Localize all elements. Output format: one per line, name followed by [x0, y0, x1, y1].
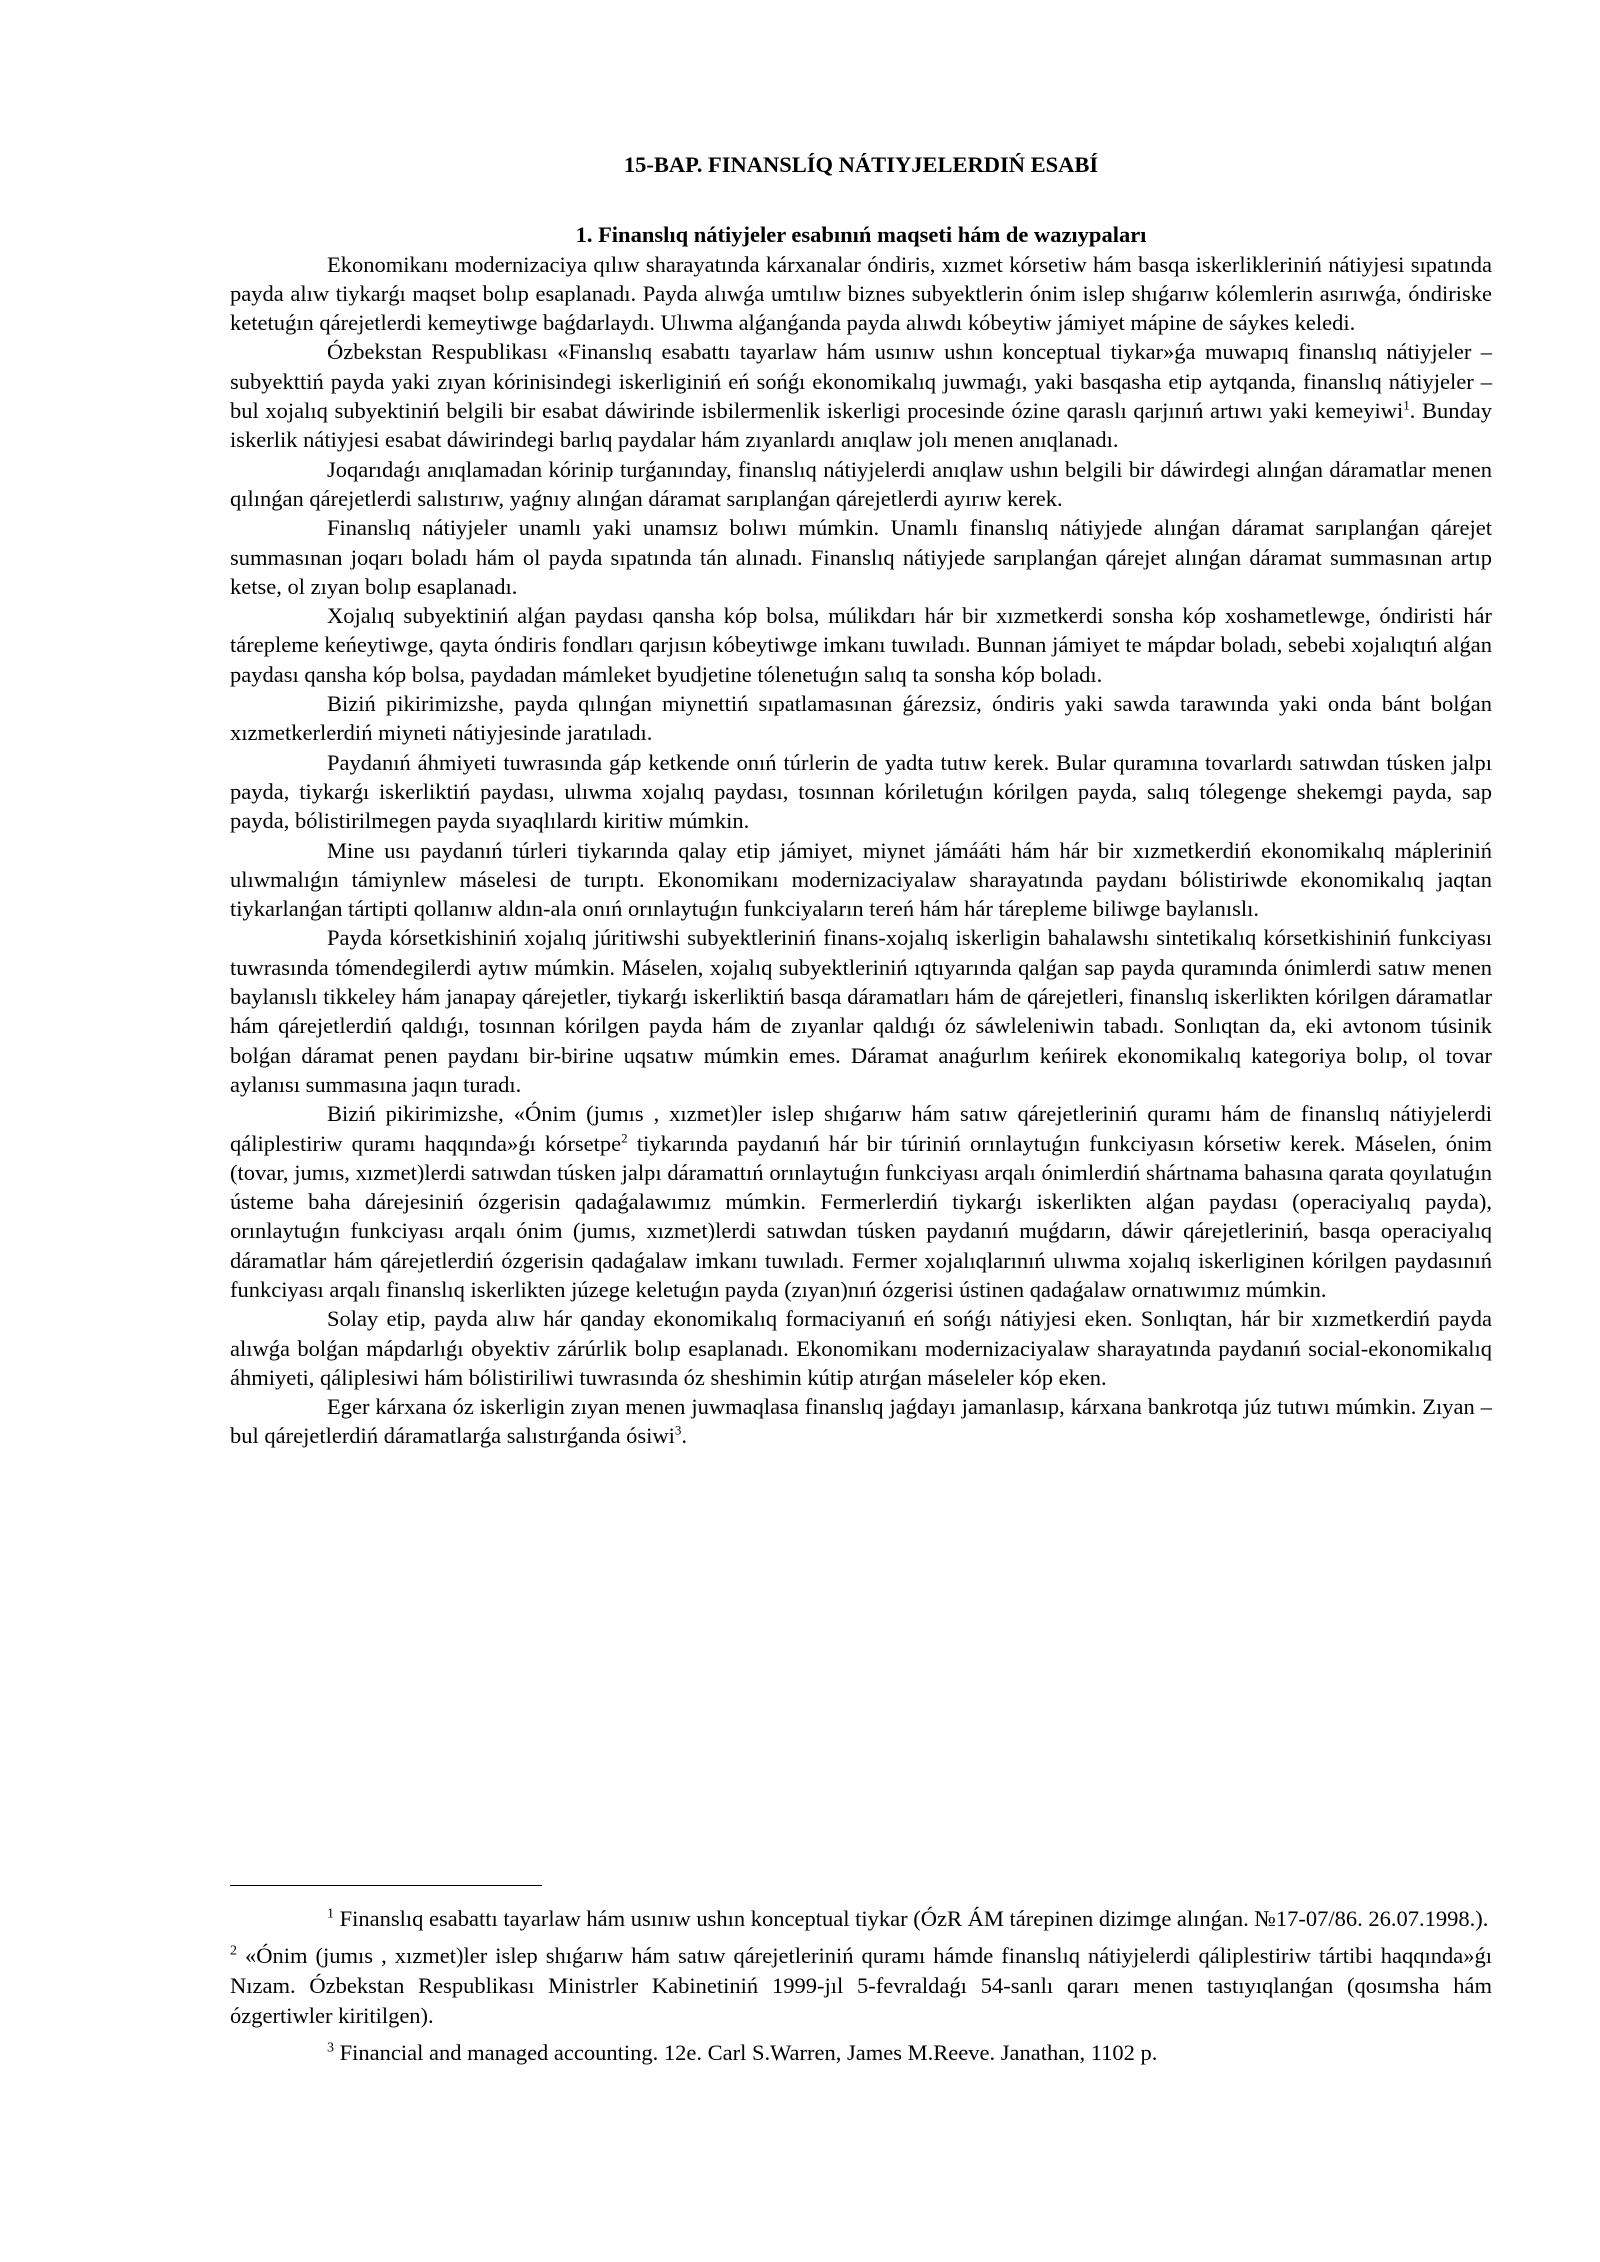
paragraph: Biziń pikirimizshe, payda qılınǵan miynettiń sıpatlamasınan ǵárezsiz, óndiris yaki sawda tarawında yaki onda bánt bolǵan xızmetkerlerdiń miyneti nátiyjesinde jaratıladı. — [230, 691, 1492, 746]
paragraph: Biziń pikirimizshe, «Ónim (jumıs , xızmet)ler islep shıǵarıw hám satıw qárejetleriniń quramı hám de finanslıq nátiyjelerdi qáliplestiriw quramı haqqında»ǵı kórsetpe$^2$ tiykarında paydanıń hár bir túriniń orınlaytuǵın funkciyasın kórsetiw kerek. Máselen, ónim (tovar, jumıs, xızmet)lerdi satıwdan túsken jalpı dáramattıń orınlaytuǵın funkciyası arqalı ónimlerdiń shártnama bahasına qarata qoyılatuǵın ústeme baha dárejesiniń ózgerisin qadaǵalawımız múmkin. Fermerlerdiń tiykarǵı iskerlikten alǵan paydası (operaciyalıq payda), orınlaytuǵın funkciyası arqalı ónim (jumıs, xızmet)lerdi satıwdan túsken paydanıń muǵdarın, dáwir qárejetleriniń, basqa operaciyalıq dáramatlar hám qárejetlerdiń ózgerisin qadaǵalaw imkanı tuwıladı. Fermer xojalıqlarınıń ulıwma xojalıq iskerliginen kórilgen paydasınıń funkciyası arqalı finanslıq iskerlikten júzege keletuǵın payda (zıyan)nıń ózgerisi ústinen qadaǵalaw ornatıwımız múmkin. — [230, 1101, 1492, 1302]
document-page — [230, 150, 1492, 1451]
paragraph: Mine usı paydanıń túrleri tiykarında qalay etip jámiyet, miynet jámááti hám hár bir xızmetkerdiń ekonomikalıq mápleriniń ulıwmalıǵın támiynlew máselesi de turıptı. Ekonomikanı modernizaciyalaw sharayatında paydanı bólistiriwde ekonomikalıq jaqtan tiykarlanǵan tártipti qollanıw aldın-ala onıń orınlaytuǵın funkciyaların tereń hám hár tárepleme biliwge baylanıslı. — [230, 837, 1492, 922]
footnote-ref: 1 — [1403, 397, 1410, 413]
paragraph: Ózbekstan Respublikası «Finanslıq esabattı tayarlaw hám usınıw ushın konceptual tiykar»ǵa muwapıq finanslıq nátiyjeler – subyekttiń payda yaki zıyan kórinisindegi iskerliginiń eń sońǵı ekonomikalıq juwmaǵı, yaki basqasha etip aytqanda, finanslıq nátiyjeler – bul xojalıq subyektiniń belgili bir esabat dáwirinde isbilermenlik iskerligi procesinde ózine qaraslı qarjınıń artıwı yaki kemeyiwi$^1$. Bunday iskerlik nátiyjesi esabat dáwirindegi barlıq paydalar hám zıyanlardı anıqlaw jolı menen anıqlanadı. — [230, 339, 1493, 453]
footnote-ref: 3 — [674, 1422, 682, 1438]
paragraph: Eger kárxana óz iskerligin zıyan menen juwmaqlasa finanslıq jaǵdayı jamanlasıp, kárxana bankrotqa júz tutıwı múmkin. Zıyan – bul qárejetlerdiń dáramatlarǵa salıstırǵanda ósiwi$^3$. — [230, 1394, 1492, 1449]
paragraph: Paydanıń áhmiyeti tuwrasında gáp ketkende onıń túrlerin de yadta tutıw kerek. Bular quramına tovarlardı satıwdan túsken jalpı payda, tiykarǵı iskerliktiń paydası, ulıwma xojalıq paydası, tosınnan kóriletuǵın kórilgen payda, salıq tólegenge shekemgi payda, sap payda, bólistirilmegen payda sıyaqlılardı kiritiw múmkin. — [230, 749, 1492, 834]
footnote-ref: 2 — [621, 1130, 628, 1145]
footnotes — [230, 1885, 1492, 2075]
paragraph: Payda kórsetkishiniń xojalıq júritiwshi subyektleriniń finans-xojalıq iskerligin bahalawshı sintetikalıq kórsetkishiniń funkciyası tuwrasında tómendegilerdi aytıw múmkin. Máselen, xojalıq subyektleriniń ıqtıyarında qalǵan sap payda quramında ónimlerdi satıw menen baylanıslı tikkeley hám janapay qárejetler, tiykarǵı iskerliktiń basqa dáramatları hám de qárejetleri, finanslıq iskerlikten kórilgen dáramatlar hám qárejetlerdiń qaldıǵı, tosınnan kórilgen payda hám de zıyanlar qaldıǵı óz sáwleleniwin tabadı. Sonlıqtan da, eki avtonom túsinik bolǵan dáramat penen paydanı bir-birine uqsatıw múmkin emes. Dáramat anaǵurlım keńirek ekonomikalıq kategoriya bolıp, ol tovar aylanısı summasına jaqın turadı. — [230, 925, 1492, 1097]
footnote-separator — [230, 1885, 542, 1886]
paragraph: Xojalıq subyektiniń alǵan paydası qansha kóp bolsa, múlikdarı hár bir xızmetkerdi sonsha kóp xoshametlewge, óndiristi hár tárepleme keńeytiwge, qayta óndiris fondları qarjısın kóbeytiwge imkanı tuwıladı. Bunnan jámiyet te mápdar boladı, sebebi xojalıqtıń alǵan paydası qansha kóp bolsa, paydadan mámleket byudjetine tólenetuǵın salıq ta sonsha kóp boladı. — [230, 603, 1492, 687]
footnote: $^1$ Finanslıq esabattı tayarlaw hám usınıw ushın konceptual tiykar (ÓzR ÁM tárepinen dizimge alınǵan. №17-07/86. 26.07.1998.). — [327, 1906, 1489, 1931]
footnote: $^3$ Financial and managed accounting. 12e. Carl S.Warren, James M.Reeve. Janathan, 1102 p. — [327, 2040, 1158, 2065]
paragraph: Joqarıdaǵı anıqlamadan kórinip turǵanınday, finanslıq nátiyjelerdi anıqlaw ushın belgili bir dáwirdegi alınǵan dáramatlar menen qılınǵan qárejetlerdi salıstırıw, yaǵnıy alınǵan dáramat sarıplanǵan qárejetlerdi ayırıw kerek. — [230, 456, 1492, 511]
paragraph: Solay etip, payda alıw hár qanday ekonomikalıq formaciyanıń eń sońǵı nátiyjesi eken. Sonlıqtan, hár bir xızmetkerdiń payda alıwǵa bolǵan mápdarlıǵı obyektiv zárúrlik bolıp esaplanadı. Ekonomikanı modernizaciyalaw sharayatında paydanıń social-ekonomikalıq áhmiyeti, qáliplesiwi hám bólistiriliwi tuwrasında óz sheshimin kútip atırǵan máseleler kóp eken. — [230, 1306, 1492, 1390]
paragraph: Finanslıq nátiyjeler unamlı yaki unamsız bolıwı múmkin. Unamlı finanslıq nátiyjede alınǵan dáramat sarıplanǵan qárejet summasınan joqarı boladı hám ol payda sıpatında tán alınadı. Finanslıq nátiyjede sarıplanǵan qárejet alınǵan dáramat summasınan artıp ketse, ol zıyan bolıp esaplanadı. — [230, 515, 1492, 599]
paragraph: Ekonomikanı modernizaciya qılıw sharayatında kárxanalar óndiris, xızmet kórsetiw hám basqa iskerlikleriniń nátiyjesi sıpatında payda alıw tiykarǵı maqset bolıp esaplanadı. Payda alıwǵa umtılıw biznes subyektlerin ónim islep shıǵarıw kólemlerin asırıwǵa, óndiriske ketetuǵın qárejetlerdi kemeytiwge baǵdarlaydı. Ulıwma alǵanǵanda payda alıwdı kóbeytiw jámiyet mápine de sáykes keledi. — [230, 251, 1492, 336]
section-title: 1. Finanslıq nátiyjeler esabınıń maqseti hám de wazıypaları — [575, 222, 1147, 248]
chapter-title: 15-BAP. FINANSLÍQ NÁTIYJELERDIŃ ESABÍ — [623, 152, 1099, 177]
footnote: $^2$ «Ónim (jumıs , xızmet)ler islep shıǵarıw hám satıw qárejetleriniń quramı hámde finanslıq nátiyjelerdi qáliplestiriw tártibi haqqında»ǵı Nızam. Ózbekstan Respublikası Ministrler Kabinetiniń 1999-jıl 5-fevraldaǵı 54-sanlı qararı menen tastıyıqlanǵan (qosımsha hám ózgertiwler kiritilgen). — [230, 1943, 1492, 2028]
